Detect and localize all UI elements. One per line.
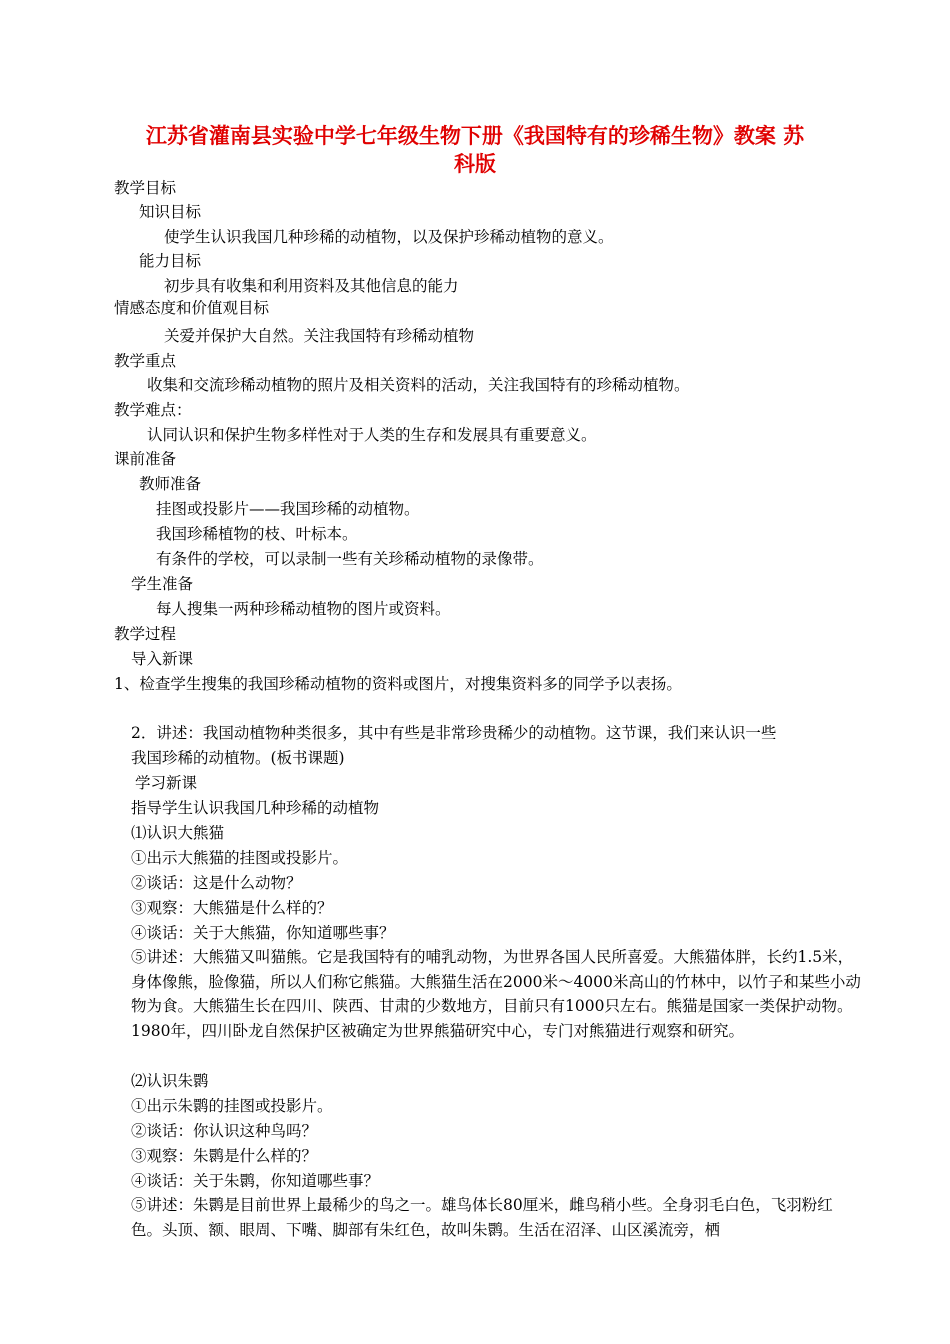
list-item: ①出示大熊猫的挂图或投影片。 [131, 849, 349, 867]
list-item: ③观察：大熊猫是什么样的？ [131, 899, 333, 917]
paragraph-line: 有条件的学校，可以录制一些有关珍稀动植物的录像带。 [156, 550, 544, 568]
heading-key-points: 教学重点 [114, 352, 177, 370]
list-item-ibis-description: ⑤讲述：朱鹮是目前世界上最稀少的鸟之一。雄鸟体长80厘米，雌鸟稍小些。全身羽毛白色，飞羽粉红色。头顶、额、眼周、下嘴、脚部有朱红色，故叫朱鹮。生活在沼泽、山区溪流旁，栖 [131, 1196, 833, 1239]
paragraph-line: 初步具有收集和利用资料及其他信息的能力 [164, 277, 459, 295]
list-item-panda-description: ⑤讲述：大熊猫又叫猫熊。它是我国特有的哺乳动物，为世界各国人民所喜爱。大熊猫体胖，长约1.5米，身体像熊，脸像猫，所以人们称它熊猫。大熊猫生活在2000米～4000米高山的竹林中，以竹子和某些小动物为食。大熊猫生长在四川、陕西、甘肃的少数地方，目前只有1000只左右。熊猫是国家一类保护动物。1980年，四川卧龙自然保护区被确定为世界熊猫研究中心，专门对熊猫进行观察和研究。 [131, 948, 861, 1040]
subheading-introduction: 导入新课 [131, 650, 194, 668]
subheading-attitude-goals: 情感态度和价值观目标 [114, 299, 270, 317]
paragraph-line: 我国珍稀的动植物。(板书课题) [131, 749, 345, 767]
paragraph-line: 使学生认识我国几种珍稀的动植物，以及保护珍稀动植物的意义。 [164, 228, 614, 246]
paragraph-line: 每人搜集一两种珍稀动植物的图片或资料。 [156, 600, 451, 618]
list-item: ②谈话：这是什么动物？ [131, 874, 302, 892]
subheading-teacher-preparation: 教师准备 [139, 475, 202, 493]
document-title-line-2: 科版 [454, 151, 496, 176]
paragraph-line: 收集和交流珍稀动植物的照片及相关资料的活动，关注我国特有的珍稀动植物。 [147, 376, 690, 394]
list-item: ④谈话：关于大熊猫，你知道哪些事？ [131, 924, 395, 942]
paragraph-line: 2．讲述：我国动植物种类很多，其中有些是非常珍贵稀少的动植物。这节课，我们来认识一些 [131, 724, 777, 742]
list-item: ②谈话：你认识这种鸟吗？ [131, 1122, 318, 1140]
list-item: ③观察：朱鹮是什么样的？ [131, 1147, 318, 1165]
subheading-new-lesson: 学习新课 [135, 774, 198, 792]
subheading-student-preparation: 学生准备 [131, 575, 194, 593]
document-title-line-1: 江苏省灌南县实验中学七年级生物下册《我国特有的珍稀生物》教案 苏 [145, 123, 805, 148]
heading-teaching-process: 教学过程 [114, 625, 177, 643]
subheading-knowledge-goals: 知识目标 [139, 203, 202, 221]
heading-difficulties: 教学难点： [114, 401, 192, 419]
subheading-ability-goals: 能力目标 [139, 252, 202, 270]
paragraph-line: 我国珍稀植物的枝、叶标本。 [156, 525, 358, 543]
paragraph-line: 1、检查学生搜集的我国珍稀动植物的资料或图片，对搜集资料多的同学予以表扬。 [114, 675, 682, 693]
list-item: ①出示朱鹮的挂图或投影片。 [131, 1097, 333, 1115]
heading-preparation: 课前准备 [114, 450, 177, 468]
paragraph-line: 指导学生认识我国几种珍稀的动植物 [131, 799, 380, 817]
paragraph-line: 认同认识和保护生物多样性对于人类的生存和发展具有重要意义。 [147, 426, 597, 444]
paragraph-line: 关爱并保护大自然。关注我国特有珍稀动植物 [164, 327, 475, 345]
paragraph-line: 挂图或投影片——我国珍稀的动植物。 [156, 500, 420, 518]
section-crested-ibis: ⑵认识朱鹮 [131, 1072, 209, 1090]
section-giant-panda: ⑴认识大熊猫 [131, 824, 225, 842]
heading-teaching-goals: 教学目标 [114, 179, 177, 197]
list-item: ④谈话：关于朱鹮，你知道哪些事？ [131, 1172, 380, 1190]
